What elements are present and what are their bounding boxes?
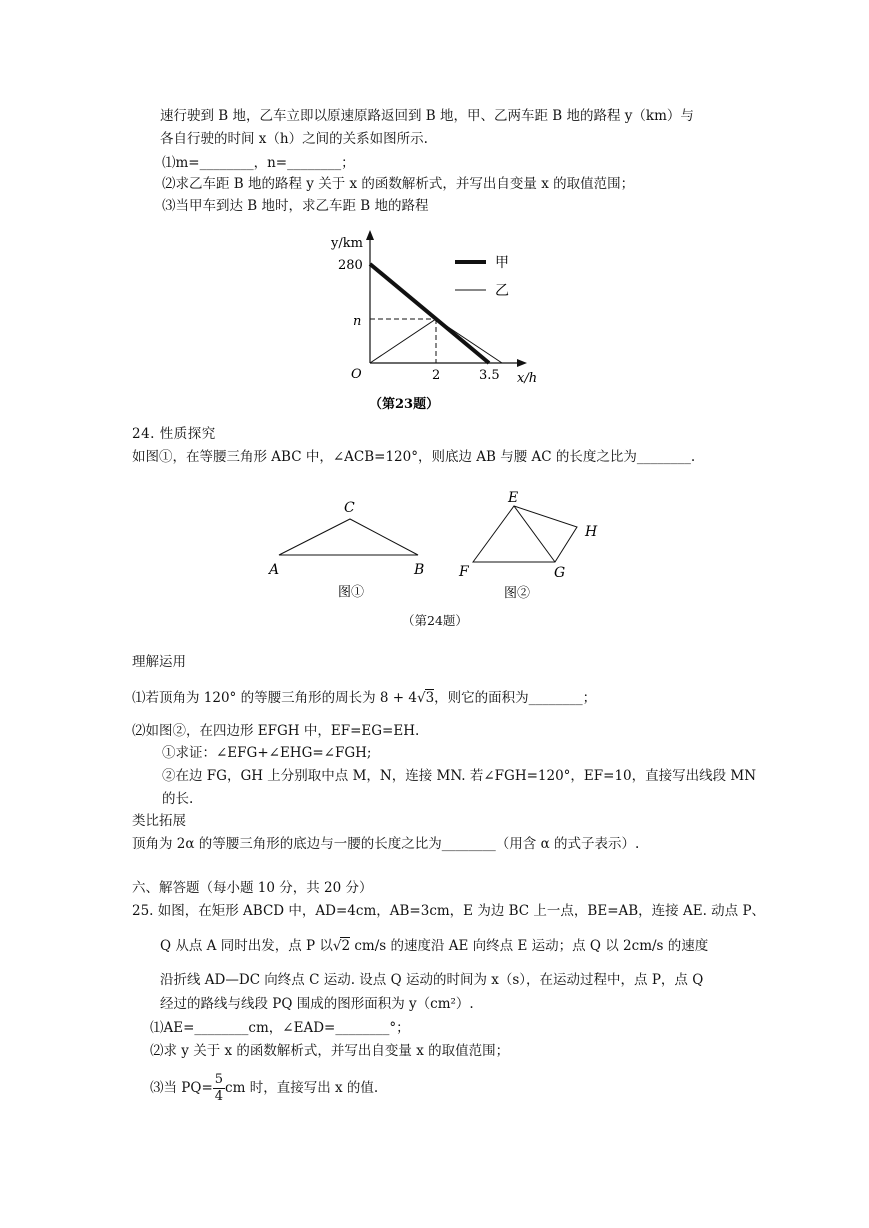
- q25-sub-3-pre: ⑶当 PQ=: [150, 1080, 213, 1096]
- x-tick-3-5: 3.5: [479, 368, 500, 383]
- q23-graph-caption: （第23题）: [369, 397, 440, 412]
- q23-text-line-2: 各自行驶的时间 x（h）之间的关系如图所示.: [160, 131, 428, 147]
- q25-sub-2: ⑵求 y 关于 x 的函数解析式，并写出自变量 x 的取值范围；: [150, 1043, 510, 1059]
- q24-extend: 顶角为 2α 的等腰三角形的底边与一腰的长度之比为________（用含 α 的式子表示）.: [132, 836, 640, 852]
- triangle-abc: [279, 519, 418, 555]
- label-b: B: [414, 562, 425, 578]
- legend-jia-label: 甲: [495, 255, 509, 271]
- q23-sub-question-2: ⑵求乙车距 B 地的路程 y 关于 x 的函数解析式，并写出自变量 x 的取值范围；: [162, 176, 635, 192]
- q23-text-line-1: 速行驶到 B 地，乙车立即以原速原路返回到 B 地，甲、乙两车距 B 地的路程 y（km）与: [160, 108, 694, 124]
- q24-title: 24. 性质探究: [132, 426, 216, 442]
- q24-intro: 如图①，在等腰三角形 ABC 中，∠ACB=120°，则底边 AB 与腰 AC 的长度之比为________.: [132, 449, 696, 465]
- q23-sub-question-1: ⑴m=________，n=________；: [162, 155, 355, 171]
- understand-title: 理解运用: [132, 654, 186, 670]
- jia-line: [370, 264, 489, 363]
- label-a: A: [269, 562, 280, 578]
- fraction-5-4: [213, 1072, 225, 1105]
- q24-figure-2: [448, 486, 608, 608]
- q23-sub-question-3: ⑶当甲车到达 B 地时，求乙车距 B 地的路程: [162, 198, 429, 214]
- q25-line-2: [160, 936, 708, 956]
- x-axis-arrow: [517, 359, 527, 367]
- q25-line-4: 经过的路线与线段 PQ 围成的图形面积为 y（cm²）.: [160, 996, 474, 1012]
- u1-sqrt-symbol: √: [416, 690, 426, 706]
- q25-line-3: 沿折线 AD—DC 向终点 C 运动. 设点 Q 运动的时间为 x（s），在运动过程中，点 P，点 Q: [160, 972, 704, 988]
- q24-understand-2b: ②在边 FG，GH 上分别取中点 M，N，连接 MN. 若∠FGH=120°，EF=10，直接写出线段 MN: [162, 768, 757, 784]
- q24-understand-2a: ①求证：∠EFG+∠EHG=∠FGH;: [162, 745, 372, 761]
- q25-sqrt-symbol: √: [332, 938, 342, 954]
- y-tick-n: n: [353, 314, 362, 329]
- q24-figures-caption: （第24题）: [402, 613, 468, 628]
- y-tick-280: 280: [338, 258, 363, 273]
- label-h: H: [585, 524, 598, 540]
- q25-sqrt-value: 2: [341, 938, 351, 954]
- fig1-caption: 图①: [338, 585, 365, 600]
- legend-yi-label: 乙: [495, 283, 509, 299]
- extend-title: 类比拓展: [132, 813, 186, 829]
- u1-text-pre: ⑴若顶角为 120° 的等腰三角形的周长为 8 + 4: [132, 690, 417, 706]
- label-c: C: [344, 500, 355, 516]
- q23-graph: [325, 228, 540, 418]
- quadrilateral-efgh: [473, 506, 577, 562]
- segment-eg: [514, 506, 555, 562]
- q25-line-2-pre: Q 从点 A 同时出发，点 P 以: [160, 938, 333, 954]
- q25-line-2-post: cm/s 的速度沿 AE 向终点 E 运动；点 Q 以 2cm/s 的速度: [350, 938, 709, 954]
- y-axis-arrow: [366, 230, 374, 240]
- label-f: F: [459, 564, 469, 580]
- x-tick-2: 2: [432, 368, 441, 383]
- fig2-caption: 图②: [504, 586, 531, 601]
- q25-line-1: 25. 如图，在矩形 ABCD 中，AD=4cm，AB=3cm，E 为边 BC 上一点，BE=AB，连接 AE. 动点 P、: [132, 903, 766, 919]
- u1-text-post: ，则它的面积为________；: [434, 690, 597, 706]
- y-axis-label: y/km: [331, 236, 363, 251]
- label-e: E: [508, 490, 519, 506]
- fraction-numerator: 5: [214, 1072, 224, 1087]
- q25-sub-3: [150, 1068, 378, 1108]
- q25-sub-3-post: cm 时，直接写出 x 的值.: [225, 1080, 379, 1096]
- fraction-denominator: 4: [214, 1089, 224, 1104]
- origin-label: O: [351, 367, 362, 382]
- section-6-heading: 六、解答题（每小题 10 分，共 20 分）: [132, 880, 373, 896]
- q25-sub-1: ⑴AE=________cm，∠EAD=________°；: [150, 1020, 410, 1036]
- q24-understand-2: ⑵如图②，在四边形 EFGH 中，EF=EG=EH.: [132, 723, 420, 739]
- u1-sqrt-value: 3: [425, 690, 435, 706]
- q24-understand-1: [132, 688, 596, 708]
- q24-understand-2b-cont: 的长.: [162, 791, 194, 807]
- x-axis-label: x/h: [517, 371, 538, 386]
- label-g: G: [554, 565, 566, 581]
- q24-figure-1: [262, 492, 442, 607]
